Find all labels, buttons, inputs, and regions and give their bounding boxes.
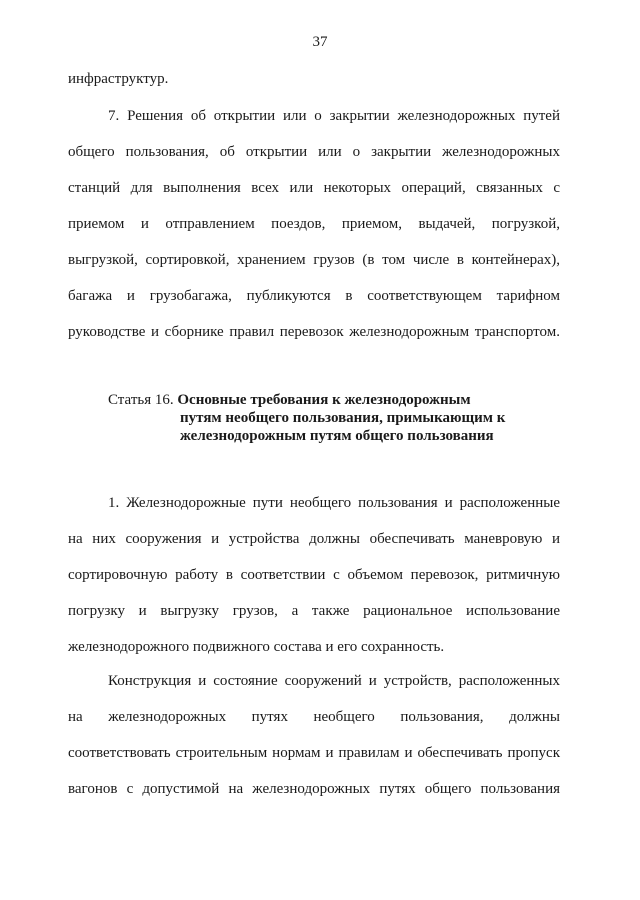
paragraph-tail-line: инфраструктур. — [68, 71, 169, 87]
paragraph-7-line: руководстве и сборнике правил перевозок железнодорожным транспортом. — [68, 324, 560, 340]
article-title-line: путям необщего пользования, примыкающим к — [180, 410, 506, 426]
article-label: Статья 16. — [108, 392, 174, 408]
paragraph-2-line: соответствовать строительным нормам и правилам и обеспечивать пропуск — [68, 745, 560, 761]
paragraph-7-line: станций для выполнения всех или некоторых операций, связанных с — [68, 180, 560, 196]
paragraph-7-line: приемом и отправлением поездов, приемом, выдачей, погрузкой, — [68, 216, 560, 232]
paragraph-2-line: на железнодорожных путях необщего пользования, должны — [68, 709, 560, 725]
paragraph-1-line: на них сооружения и устройства должны обеспечивать маневровую и — [68, 531, 560, 547]
paragraph-1-line: 1. Железнодорожные пути необщего пользования и расположенные — [108, 495, 560, 511]
paragraph-7-line: выгрузкой, сортировкой, хранением грузов (в том числе в контейнерах), — [68, 252, 560, 268]
paragraph-1-line: погрузку и выгрузку грузов, а также рациональное использование — [68, 603, 560, 619]
paragraph-7-line: общего пользования, об открытии или о закрытии железнодорожных — [68, 144, 560, 160]
paragraph-2-line: Конструкция и состояние сооружений и устройств, расположенных — [108, 673, 560, 689]
paragraph-7-line: 7. Решения об открытии или о закрытии железнодорожных путей — [108, 108, 560, 124]
article-title-line: Основные требования к железнодорожным — [177, 392, 471, 408]
paragraph-1-line: сортировочную работу в соответствии с объемом перевозок, ритмичную — [68, 567, 560, 583]
paragraph-7-line: багажа и грузобагажа, публикуются в соответствующем тарифном — [68, 288, 560, 304]
paragraph-1-line: железнодорожного подвижного состава и его сохранность. — [68, 639, 445, 655]
page-number: 37 — [312, 34, 328, 50]
article-title-line: железнодорожным путям общего пользования — [180, 428, 494, 444]
paragraph-2-line: вагонов с допустимой на железнодорожных путях общего пользования — [68, 781, 560, 797]
